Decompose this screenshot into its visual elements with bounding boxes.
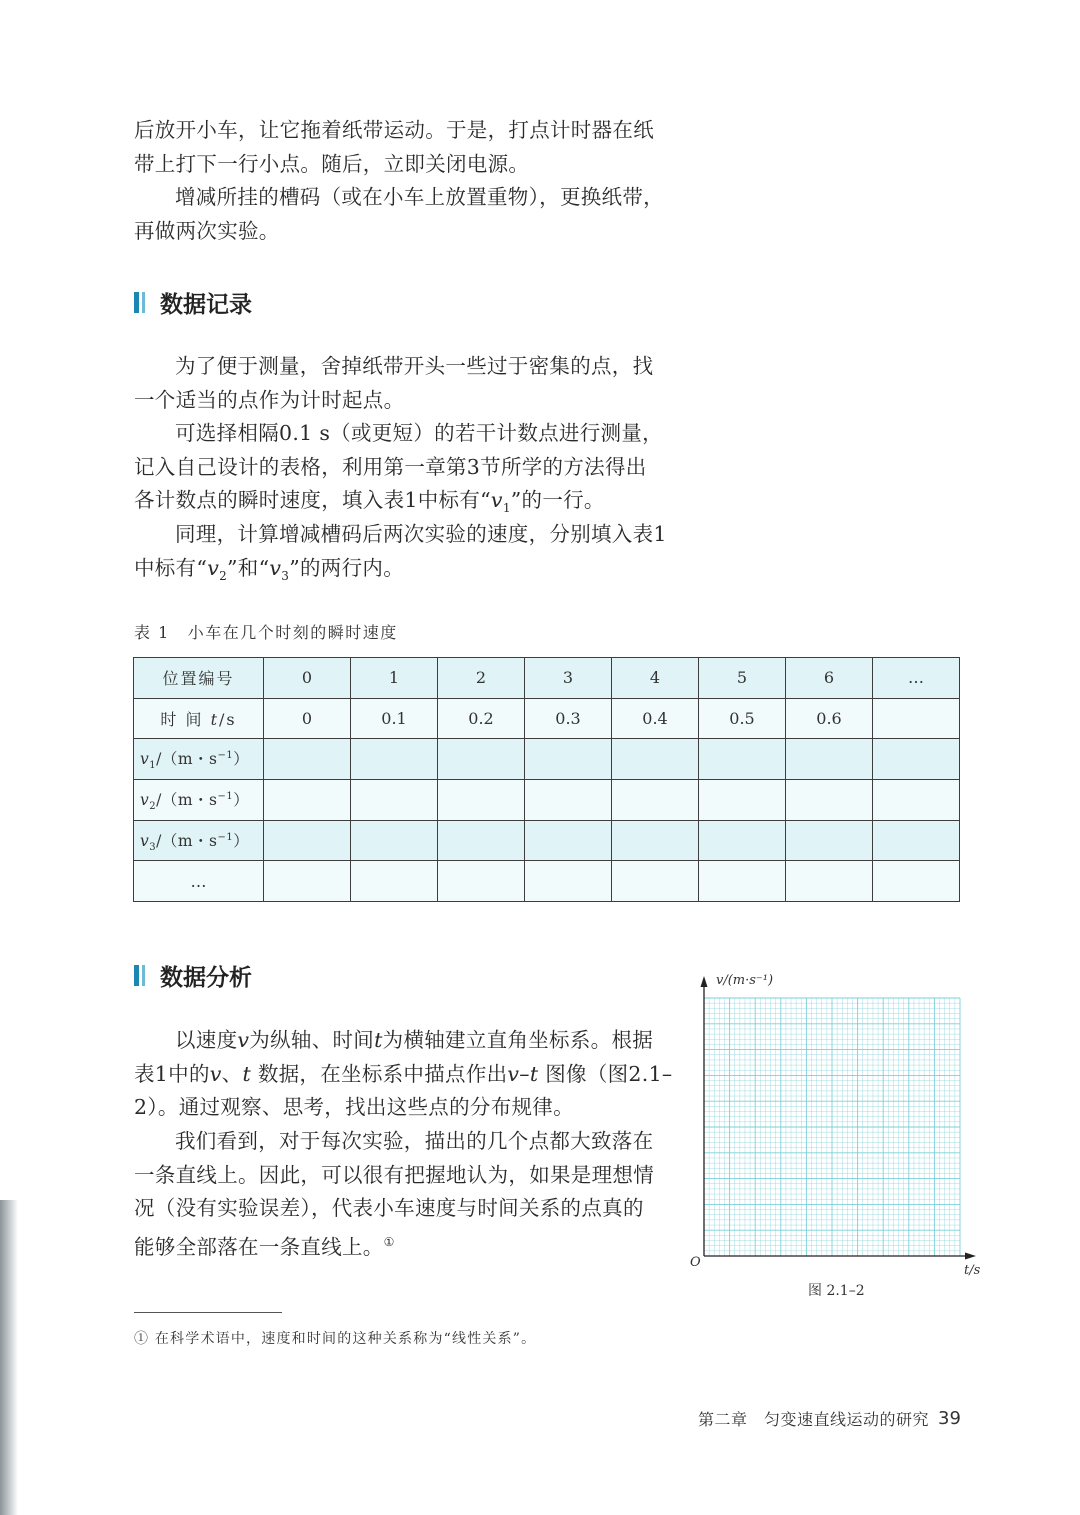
- table-cell: 0.1: [351, 698, 438, 739]
- table-row-v2: [134, 780, 960, 821]
- table-cell: 4: [612, 658, 699, 699]
- table-cell: [264, 780, 351, 821]
- figure-vt-graph: [680, 960, 1000, 1310]
- x-axis-arrow-icon: [965, 1253, 976, 1260]
- table-cell: [786, 780, 873, 821]
- table-row-more: [134, 861, 960, 902]
- table-cell: [438, 739, 525, 780]
- table-cell: [525, 780, 612, 821]
- paragraph-record-2: 可选择相隔0.1 s（或更短）的若干计数点进行测量， 记入自己设计的表格，利用第一章第3节所学的方法得出 各计数点的瞬时速度，填入表1中标有“$v_1$”的一行。: [134, 421, 663, 516]
- page-number: 39: [938, 1408, 961, 1429]
- table-cell: 0.4: [612, 698, 699, 739]
- heading-text: 数据记录: [160, 291, 252, 318]
- table-header-cell: 位置编号: [134, 658, 264, 699]
- table-cell: [612, 820, 699, 861]
- heading-data-record: [134, 287, 252, 317]
- table-cell: [351, 820, 438, 861]
- y-axis-label: v/(m·s⁻¹): [716, 973, 774, 988]
- table-header-cell: …: [134, 861, 264, 902]
- paragraph-continue: 后放开小车，让它拖着纸带运动。于是，打点计时器在纸 带上打下一行小点。随后，立即关闭电源。: [134, 118, 654, 176]
- velocity-table: [133, 657, 960, 902]
- table-row-time: [134, 698, 960, 739]
- heading-text: 数据分析: [160, 964, 252, 991]
- table-cell: [438, 780, 525, 821]
- table-cell: [786, 739, 873, 780]
- table-cell: [612, 739, 699, 780]
- paragraph-analysis-2: 我们看到，对于每次实验，描出的几个点都大致落在 一条直线上。因此，可以很有把握地认为，如果是理想情 况（没有实验误差），代表小车速度与时间关系的点真的 能够全部落在一条直线上。①: [134, 1129, 654, 1259]
- table-cell: [699, 861, 786, 902]
- table-cell: [699, 739, 786, 780]
- table-cell: [873, 698, 960, 739]
- table-cell: [264, 820, 351, 861]
- table-cell: [699, 780, 786, 821]
- table-row-v1: [134, 739, 960, 780]
- table-header-cell: $v_1/(m$・$s^{-1}$）: [134, 739, 264, 780]
- paragraph-repeat: 增减所挂的槽码（或在小车上放置重物），更换纸带， 再做两次实验。: [134, 185, 664, 243]
- paragraph-record-1: 为了便于测量，舍掉纸带开头一些过于密集的点，找 一个适当的点作为计时起点。: [134, 354, 654, 412]
- table-cell: …: [873, 658, 960, 699]
- table-cell: 0.5: [699, 698, 786, 739]
- table-cell: [438, 820, 525, 861]
- table-cell: 0.3: [525, 698, 612, 739]
- table-row-v3: [134, 820, 960, 861]
- vt-graph-svg: [680, 960, 1000, 1310]
- table-cell: [438, 861, 525, 902]
- table-cell: 0: [264, 658, 351, 699]
- heading-bar-icon: [134, 965, 148, 986]
- table-cell: [873, 780, 960, 821]
- table-cell: 3: [525, 658, 612, 699]
- table-caption: 表 1 小车在几个时刻的瞬时速度: [134, 623, 398, 642]
- table-cell: [351, 780, 438, 821]
- table-cell: [786, 820, 873, 861]
- table-cell: 0: [264, 698, 351, 739]
- figure-caption: 图 2.1–2: [808, 1283, 865, 1299]
- origin-label: O: [690, 1255, 701, 1270]
- footnote-divider: [134, 1312, 282, 1313]
- table-row-position: [134, 658, 960, 699]
- table-cell: 1: [351, 658, 438, 699]
- table-cell: [525, 820, 612, 861]
- x-axis-label: t/s: [964, 1263, 981, 1278]
- heading-data-analysis: [134, 960, 252, 990]
- page-edge-shadow: [0, 1200, 18, 1515]
- chapter-footer: 第二章 匀变速直线运动的研究: [698, 1410, 930, 1429]
- table-cell: [612, 780, 699, 821]
- table-cell: [264, 861, 351, 902]
- table-cell: [525, 739, 612, 780]
- table-cell: [612, 861, 699, 902]
- y-axis-arrow-icon: [701, 976, 708, 987]
- table-cell: [525, 861, 612, 902]
- table-cell: 2: [438, 658, 525, 699]
- table-cell: [786, 861, 873, 902]
- table-cell: [264, 739, 351, 780]
- table-cell: [351, 739, 438, 780]
- footnote-marker: ①: [383, 1234, 395, 1249]
- table-cell: [873, 861, 960, 902]
- table-header-cell: 时 间 t/s: [134, 698, 264, 739]
- table-cell: 5: [699, 658, 786, 699]
- table-cell: 0.6: [786, 698, 873, 739]
- footnote: ① 在科学术语中，速度和时间的这种关系称为“线性关系”。: [134, 1331, 537, 1347]
- paragraph-record-3: 同理，计算增减槽码后两次实验的速度，分别填入表1 中标有“$v_2$”和“$v_3$”的两行内。: [134, 522, 667, 583]
- table-cell: [873, 820, 960, 861]
- table-header-cell: $v_3/(m$・$s^{-1}$）: [134, 820, 264, 861]
- table-cell: 6: [786, 658, 873, 699]
- heading-bar-icon: [134, 292, 148, 313]
- table-cell: [699, 820, 786, 861]
- graph-grid: [704, 998, 960, 1256]
- table-cell: 0.2: [438, 698, 525, 739]
- paragraph-analysis-1: 以速度v为纵轴、时间t为横轴建立直角坐标系。根据 表1中的v、t 数据，在坐标系中描点作出v–t 图像（图2.1– 2）。通过观察、思考，找出这些点的分布规律。: [134, 1028, 673, 1119]
- table-cell: [873, 739, 960, 780]
- table-header-cell: $v_2/(m$・$s^{-1}$）: [134, 780, 264, 821]
- table-cell: [351, 861, 438, 902]
